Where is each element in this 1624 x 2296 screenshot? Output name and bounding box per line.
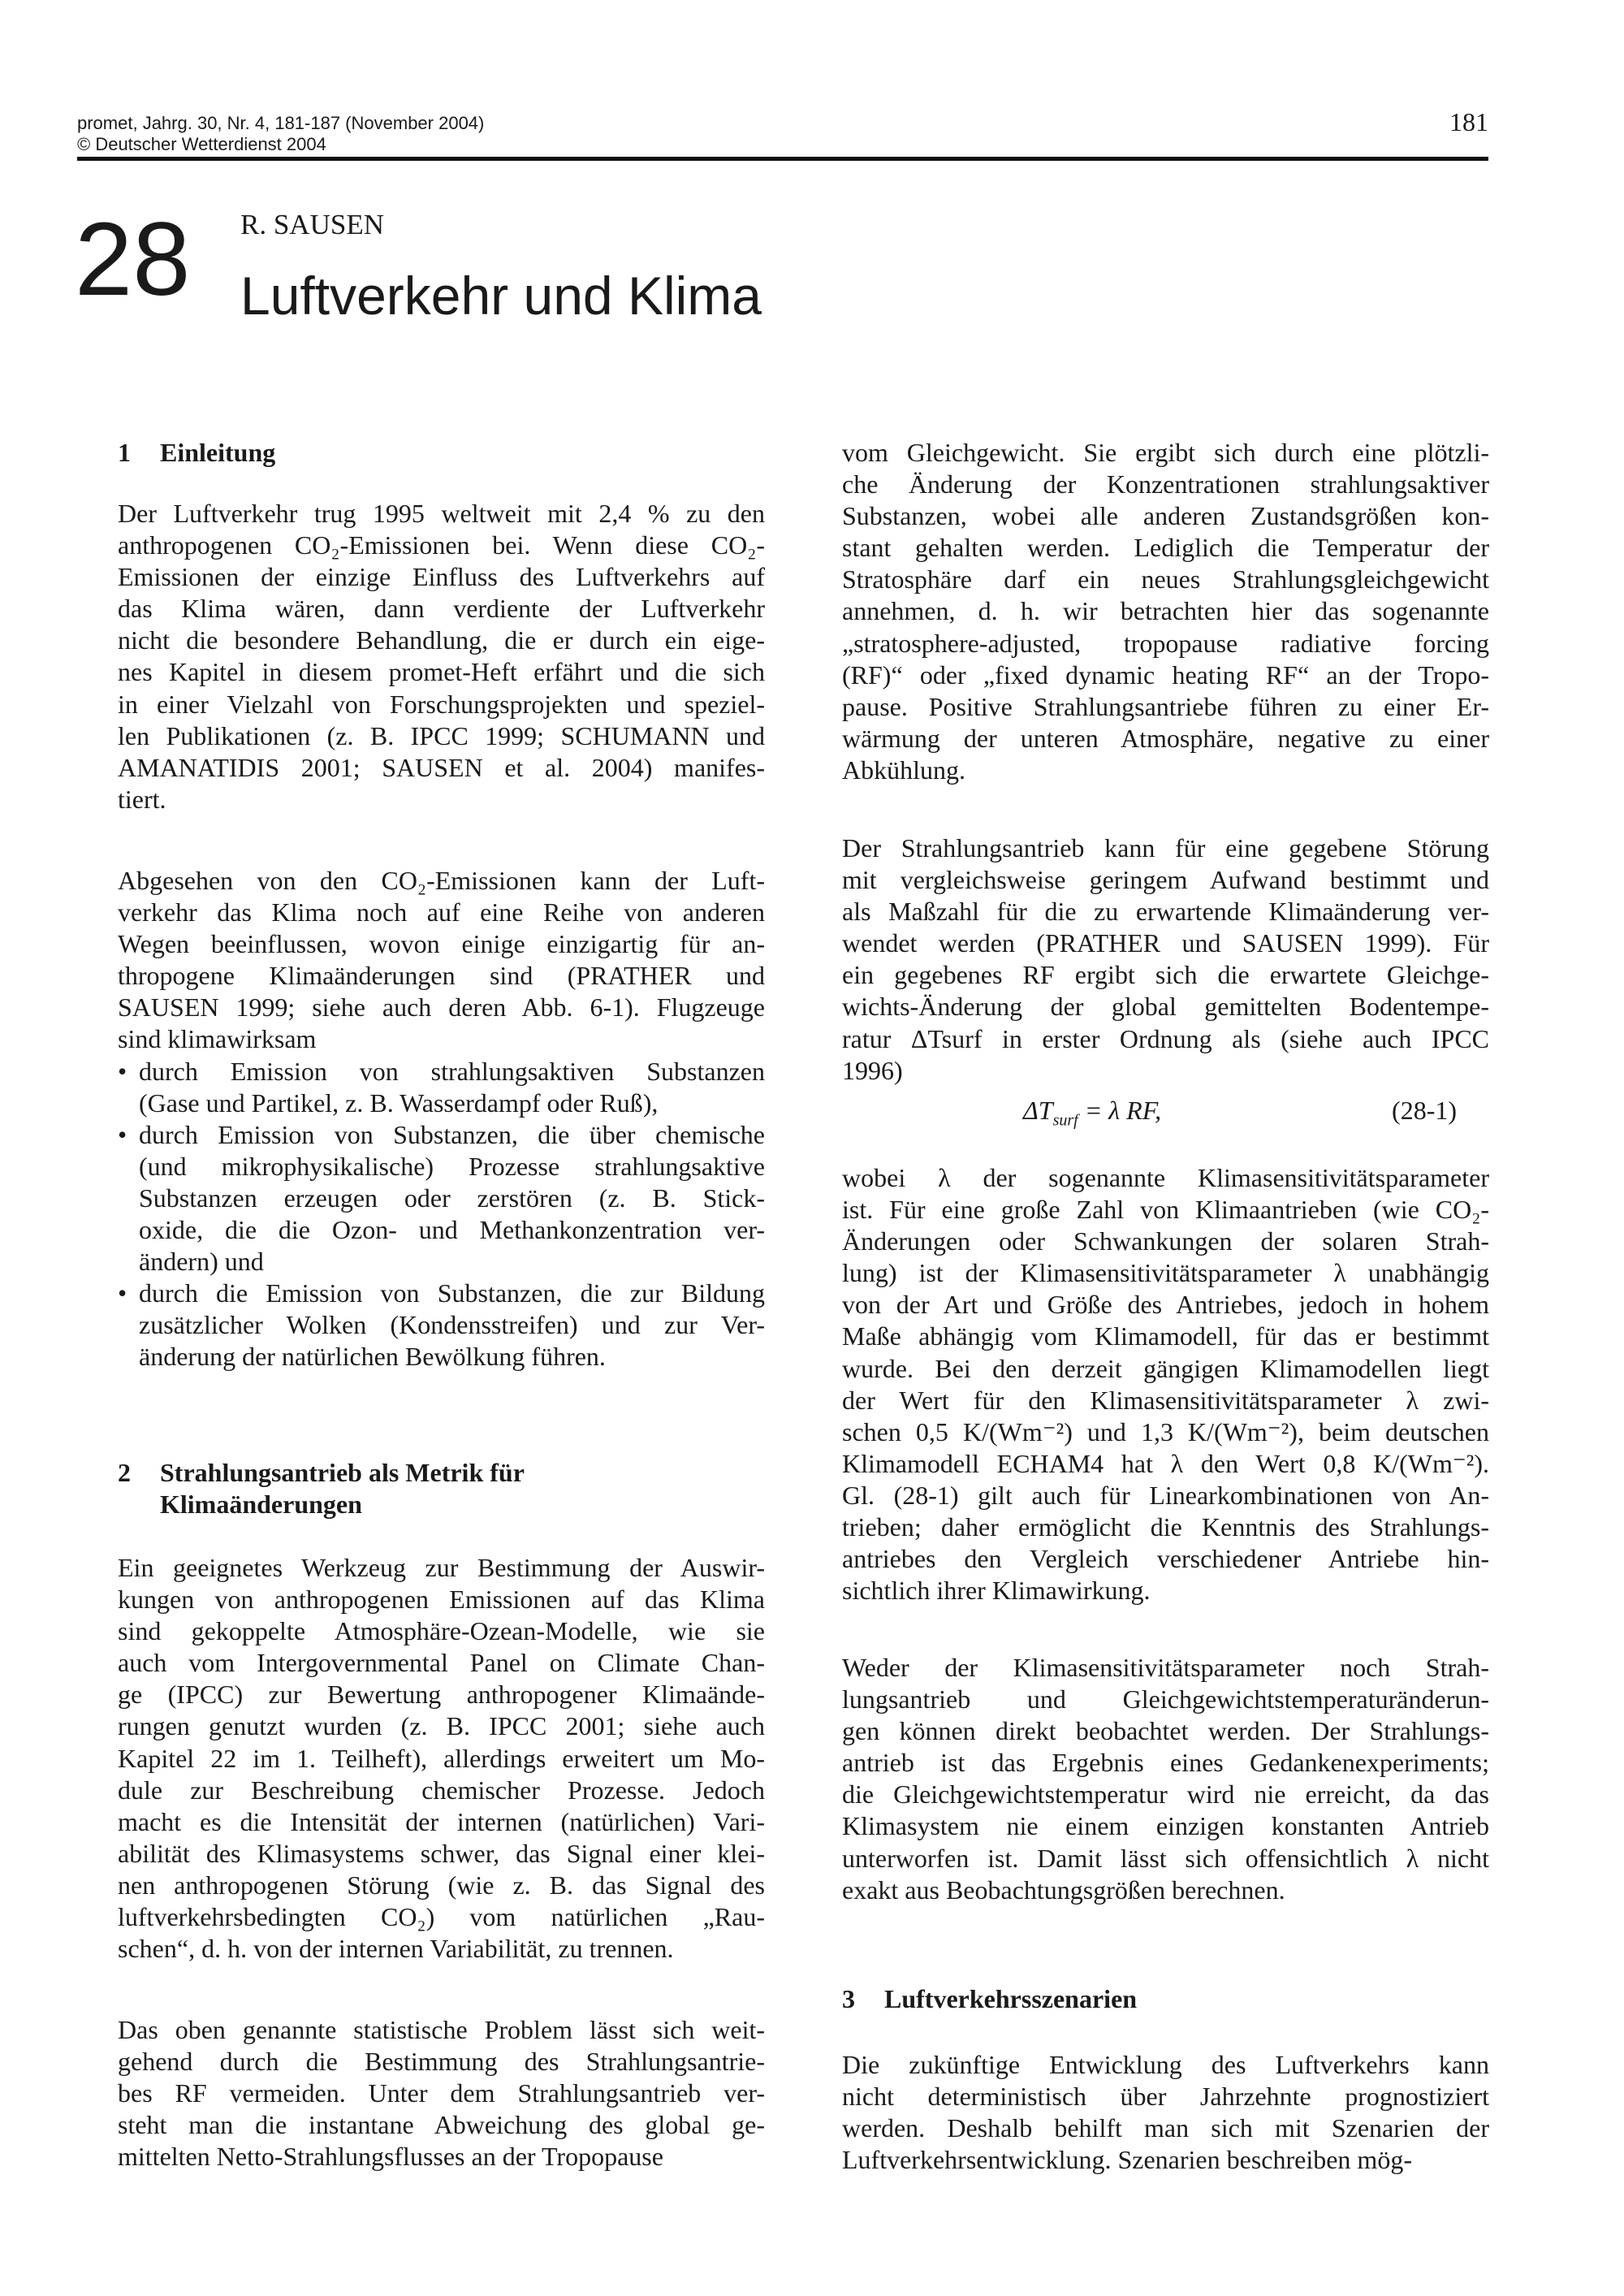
text-line: ein gegebenes RF ergibt sich die erwartete Gleichge- (842, 960, 1489, 990)
text-line: abilität des Klimasystems schwer, das Signal einer klei- (118, 1838, 765, 1868)
section-heading-3 (842, 1983, 1489, 2015)
text-line: Klimamodell ECHAM4 hat λ den Wert 0,8 K/(Wm⁻²). (842, 1448, 1489, 1478)
text-line: wichts-Änderung der global gemittelten Bodentempe- (842, 992, 1489, 1022)
equation-lhs: ΔT (1023, 1096, 1053, 1125)
paragraph (842, 1652, 1489, 1906)
text-line: in einer Vielzahl von Forschungsprojekten und speziel- (118, 689, 765, 719)
text-line: wurde. Bei den derzeit gängigen Klimamodellen liegt (842, 1353, 1489, 1383)
text-line: dule zur Beschreibung chemischer Prozesse. Jedoch (118, 1775, 765, 1805)
text-line: (und mikrophysikalische) Prozesse strahlungsaktive (139, 1151, 765, 1181)
paragraph (842, 2049, 1489, 2176)
bullet-item (118, 1119, 765, 1278)
text-line: Wegen beeinflussen, wovon einige einzigartig für an- (118, 929, 765, 959)
text-line: rungen genutzt wurden (z. B. IPCC 2001; siehe auch (118, 1711, 765, 1741)
text-line: antriebes den Vergleich verschiedener Antriebe hin- (842, 1544, 1489, 1574)
text-line: gehend durch die Bestimmung des Strahlungsantrie- (118, 2047, 765, 2077)
section-title: Strahlungsantrieb als Metrik für (160, 1458, 525, 1487)
text-line: änderung der natürlichen Bewölkung führen. (139, 1342, 606, 1372)
text-line: annehmen, d. h. wir betrachten hier das sogenannte (842, 596, 1489, 626)
text-line: Die zukünftige Entwicklung des Luftverkehrs kann (842, 2050, 1489, 2079)
text-line: stant gehalten werden. Lediglich die Temperatur der (842, 533, 1489, 563)
text-line: nes Kapitel in diesem promet-Heft erfährt und die sich (118, 657, 765, 687)
text-line: ändern) und (139, 1247, 264, 1277)
paragraph (118, 865, 765, 1056)
text-line: • durch Emission von strahlungsaktiven Substanzen (118, 1056, 765, 1087)
paragraph (842, 832, 1489, 1087)
text-line: (Gase und Partikel, z. B. Wasserdampf oder Ruß), (139, 1087, 659, 1118)
paragraph (842, 437, 1489, 786)
paragraph (118, 1552, 765, 1965)
text-line: ist. Für eine große Zahl von Klimaantrieben (wie CO₂- (842, 1195, 1489, 1225)
text-line: tiert. (118, 784, 166, 814)
text-line: 1996) (842, 1055, 903, 1085)
text-line: lung) ist der Klimasensitivitätsparameter λ unabhängig (842, 1258, 1489, 1288)
text-line: das Klima wären, dann verdiente der Luftverkehr (118, 594, 765, 624)
text-line: luftverkehrsbedingten CO₂) vom natürlichen „Rau- (118, 1902, 765, 1932)
text-line: nicht die besondere Behandlung, die er durch ein eige- (118, 625, 765, 655)
text-line: schen“, d. h. von der internen Variabilität, zu trennen. (118, 1934, 674, 1964)
text-line: anthropogenen CO₂-Emissionen bei. Wenn diese CO₂- (118, 530, 765, 560)
text-line: ge (IPCC) zur Bewertung anthropogener Klimaände- (118, 1680, 765, 1710)
text-line: che Änderung der Konzentrationen strahlungsaktiver (842, 469, 1489, 499)
equation-rhs: = λ RF, (1078, 1096, 1162, 1125)
bullet-item (118, 1056, 765, 1119)
paragraph (842, 1162, 1489, 1606)
text-line: bes RF vermeiden. Unter dem Strahlungsantrieb ver- (118, 2078, 765, 2108)
text-line: Das oben genannte statistische Problem lässt sich weit- (118, 2015, 765, 2044)
text-line: Weder der Klimasensitivitätsparameter noch Strah- (842, 1653, 1489, 1682)
header-rule (77, 157, 1488, 161)
text-line: werden. Deshalb behilft man sich mit Szenarien der (842, 2113, 1489, 2143)
text-line: Änderungen oder Schwankungen der solaren Strah- (842, 1226, 1489, 1256)
text-line: Klimasystem nie einem einzigen konstanten Antrieb (842, 1811, 1489, 1841)
section-heading-2 (118, 1457, 765, 1520)
text-line: Der Luftverkehr trug 1995 weltweit mit 2,4 % zu den (118, 499, 765, 528)
text-line: zusätzlicher Wolken (Kondensstreifen) und zur Ver- (139, 1310, 765, 1340)
equation-subscript: surf (1052, 1111, 1078, 1130)
text-line: als Maßzahl für die zu erwartende Klimaänderung ver- (842, 897, 1489, 927)
section-heading-1 (118, 437, 765, 469)
author: R. SAUSEN (240, 209, 384, 240)
journal-citation: promet, Jahrg. 30, Nr. 4, 181-187 (November 2004) (77, 113, 485, 133)
text-line: trieben; daher ermöglicht die Kenntnis des Strahlungs- (842, 1512, 1489, 1542)
text-line: AMANATIDIS 2001; SAUSEN et al. 2004) manifes- (118, 752, 765, 782)
text-line: Substanzen, wobei alle anderen Zustandsgrößen kon- (842, 501, 1489, 531)
text-line: oxide, die die Ozon- und Methankonzentration ver- (139, 1215, 765, 1245)
text-line: Kapitel 22 im 1. Teilheft), allerdings erweitert um Mo- (118, 1743, 765, 1773)
text-line: len Publikationen (z. B. IPCC 1999; SCHUMANN und (118, 720, 765, 750)
equation-number: (28-1) (1392, 1096, 1457, 1125)
text-line: pause. Positive Strahlungsantriebe führen zu einer Er- (842, 691, 1489, 721)
text-line: nicht deterministisch über Jahrzehnte prognostiziert (842, 2082, 1489, 2112)
text-line: Maße abhängig vom Klimamodell, für das er bestimmt (842, 1321, 1489, 1351)
bullet-list (118, 1056, 765, 1373)
text-line: mit vergleichsweise geringem Aufwand bestimmt und (842, 865, 1489, 895)
text-line: Abkühlung. (842, 755, 965, 785)
text-line: gen können direkt beobachtet werden. Der Strahlungs- (842, 1716, 1489, 1746)
paragraph (118, 2014, 765, 2173)
text-line: (RF)“ oder „fixed dynamic heating RF“ an der Tropo- (842, 659, 1489, 690)
text-line: sind klimawirksam (118, 1024, 317, 1054)
text-line: Der Strahlungsantrieb kann für eine gegebene Störung (842, 833, 1489, 863)
section-title-continued: Klimaänderungen (160, 1490, 362, 1520)
text-line: antrieb ist das Ergebnis eines Gedankenexperiments; (842, 1748, 1489, 1778)
page-number: 181 (1449, 107, 1488, 136)
text-line: thropogene Klimaänderungen sind (PRATHER und (118, 961, 765, 991)
text-line: wendet werden (PRATHER und SAUSEN 1999). Für (842, 928, 1489, 958)
text-line: Emissionen der einzige Einfluss des Luftverkehrs auf (118, 562, 765, 592)
text-line: sichtlich ihrer Klimawirkung. (842, 1576, 1151, 1606)
paragraph (118, 498, 765, 815)
text-line: mittelten Netto-Strahlungsflusses an der Tropopause (118, 2142, 663, 2172)
text-line: kungen von anthropogenen Emissionen auf das Klima (118, 1585, 765, 1615)
text-line: verkehr das Klima noch auf eine Reihe von anderen (118, 897, 765, 927)
text-line: Substanzen erzeugen oder zerstören (z. B. Stick- (139, 1183, 765, 1213)
text-line: exakt aus Beobachtungsgrößen berechnen. (842, 1874, 1285, 1905)
text-line: nen anthropogenen Störung (wie z. B. das Signal des (118, 1870, 765, 1900)
section-title: Einleitung (160, 438, 276, 467)
text-line: • durch die Emission von Substanzen, die zur Bildung (118, 1278, 765, 1309)
section-number: 1 (118, 438, 131, 467)
text-line: schen 0,5 K/(Wm⁻²) und 1,3 K/(Wm⁻²), beim deutschen (842, 1416, 1489, 1446)
section-number: 3 (842, 1984, 855, 2013)
text-line: wärmung der unteren Atmosphäre, negative zu einer (842, 723, 1489, 753)
text-line: macht es die Intensität der internen (natürlichen) Vari- (118, 1806, 765, 1836)
text-line: die Gleichgewichtstemperatur wird nie erreicht, da das (842, 1779, 1489, 1810)
text-line: unterworfen ist. Damit lässt sich offensichtlich λ nicht (842, 1843, 1489, 1873)
text-line: wobei λ der sogenannte Klimasensitivitätsparameter (842, 1163, 1489, 1192)
text-line: SAUSEN 1999; siehe auch deren Abb. 6-1). Flugzeuge (118, 992, 765, 1023)
text-line: lungsantrieb und Gleichgewichtstemperaturänderun- (842, 1684, 1489, 1714)
bullet-item (118, 1278, 765, 1373)
article-title: Luftverkehr und Klima (240, 266, 762, 326)
text-line: auch vom Intergovernmental Panel on Climate Chan- (118, 1648, 765, 1678)
text-line: Abgesehen von den CO₂-Emissionen kann der Luft- (118, 866, 765, 895)
copyright-line: © Deutscher Wetterdienst 2004 (77, 134, 326, 154)
text-line: Luftverkehrsentwicklung. Szenarien beschreiben mög- (842, 2145, 1412, 2175)
text-line: ratur ΔTsurf in erster Ordnung als (siehe auch IPCC (842, 1023, 1489, 1053)
text-line: Stratosphäre darf ein neues Strahlungsgleichgewicht (842, 564, 1489, 595)
text-line: Ein geeignetes Werkzeug zur Bestimmung der Auswir- (118, 1553, 765, 1582)
text-line: steht man die instantane Abweichung des global ge- (118, 2110, 765, 2140)
text-line: • durch Emission von Substanzen, die über chemische (118, 1119, 765, 1151)
text-line: vom Gleichgewicht. Sie ergibt sich durch eine plötzli- (842, 438, 1489, 467)
text-line: sind gekoppelte Atmosphäre-Ozean-Modelle, wie sie (118, 1616, 765, 1646)
text-line: der Wert für den Klimasensitivitätsparameter λ zwi- (842, 1385, 1489, 1415)
chapter-number: 28 (75, 201, 191, 318)
text-line: „stratosphere-adjusted, tropopause radiative forcing (842, 628, 1489, 658)
section-title: Luftverkehrsszenarien (884, 1984, 1138, 2013)
text-line: Gl. (28-1) gilt auch für Linearkombinationen von An- (842, 1480, 1489, 1510)
text-line: von der Art und Größe des Antriebes, jedoch in hohem (842, 1290, 1489, 1320)
section-number: 2 (118, 1458, 131, 1487)
